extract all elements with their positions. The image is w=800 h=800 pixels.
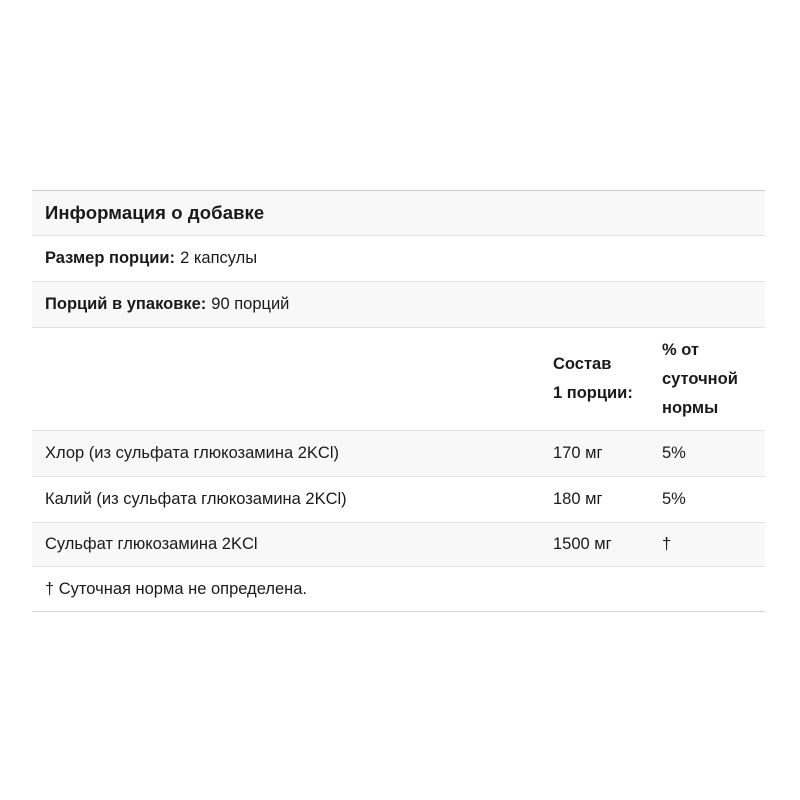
facts-title-row — [32, 191, 765, 236]
ingredient-row — [32, 523, 765, 567]
ingredient-name: Хлор (из сульфата глюкозамина 2KCl) — [45, 444, 339, 462]
ingredient-row — [32, 477, 765, 523]
ingredient-daily-value: 5% — [662, 490, 686, 508]
servings-per-container-label: Порций в упаковке: — [45, 295, 207, 313]
amount-header-line1: Состав — [553, 355, 612, 373]
ingredient-row — [32, 431, 765, 477]
serving-size-label: Размер порции: — [45, 249, 176, 267]
ingredient-amount: 170 мг — [553, 444, 603, 462]
dv-header-line1: % от — [662, 340, 700, 359]
ingredient-amount: 1500 мг — [553, 535, 612, 553]
daily-value-column-header — [662, 336, 752, 423]
amount-header-line2: 1 порции: — [553, 384, 633, 402]
facts-title: Информация о добавке — [45, 202, 265, 223]
dv-header-line2: суточной — [662, 369, 738, 388]
servings-per-container-row — [32, 282, 765, 328]
serving-size-row — [32, 236, 765, 282]
ingredient-amount: 180 мг — [553, 490, 603, 508]
servings-per-container-value: 90 порций — [211, 295, 290, 313]
ingredient-daily-value: 5% — [662, 444, 686, 462]
supplement-facts-table — [32, 190, 765, 612]
ingredient-name: Сульфат глюкозамина 2KCl — [45, 535, 258, 553]
facts-column-header-row — [32, 328, 765, 431]
amount-column-header — [553, 350, 662, 408]
ingredient-daily-value: † — [662, 535, 672, 553]
ingredient-name: Калий (из сульфата глюкозамина 2KCl) — [45, 490, 347, 508]
facts-footnote: † Суточная норма не определена. — [45, 579, 307, 598]
serving-size-value: 2 капсулы — [180, 249, 258, 267]
facts-footnote-row — [32, 567, 765, 612]
dv-header-line3: нормы — [662, 398, 719, 417]
